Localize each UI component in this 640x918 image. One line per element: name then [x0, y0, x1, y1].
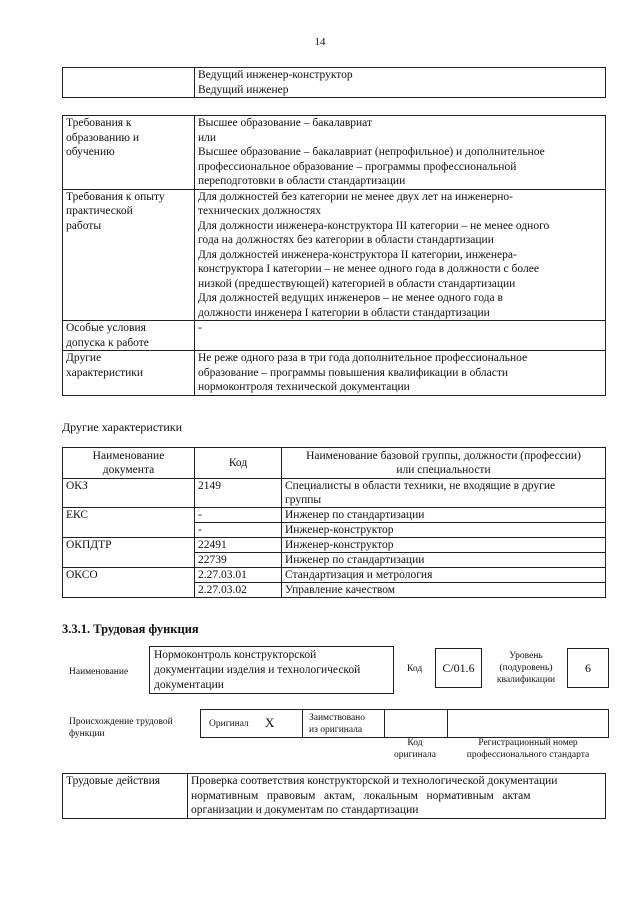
- code-cell: 22491: [195, 538, 282, 553]
- doc-cell: ОКЗ: [63, 479, 195, 508]
- job-title: Ведущий инженер: [198, 83, 289, 96]
- borrowed-label-line: из оригинала: [309, 725, 363, 735]
- function-name-line: документации: [154, 679, 224, 691]
- doc-cell: ОКПДТР: [63, 538, 195, 553]
- other-characteristics-title: Другие характеристики: [62, 420, 183, 434]
- label-line: Требования к опыту: [66, 190, 165, 203]
- value-line: или: [198, 131, 217, 144]
- label-line: допуска к работе: [66, 336, 149, 349]
- origin-label-line: функции: [69, 729, 105, 739]
- label-line: образованию и: [66, 131, 139, 144]
- value-line: конструктора I категории – не менее одного года в должности с более: [198, 263, 539, 275]
- name-cell: Стандартизация и метрология: [282, 568, 606, 583]
- code-cell: -: [195, 508, 282, 523]
- header-doc: [63, 448, 195, 479]
- value-line: Для должностей ведущих инженеров – не менее одного года в: [198, 292, 503, 304]
- other-characteristics-table: [62, 447, 606, 598]
- code-label: Код: [407, 664, 423, 674]
- code-cell: 22739: [195, 553, 282, 568]
- requirement-label: [63, 351, 195, 396]
- requirement-value: [195, 321, 606, 351]
- value-line: -: [198, 322, 202, 334]
- value-line: нормоконтроля технической документации: [198, 381, 410, 393]
- table-row: [63, 479, 606, 508]
- name-cell: Инженер-конструктор: [282, 538, 606, 553]
- label-line: работы: [66, 219, 102, 232]
- job-title: Ведущий инженер-конструктор: [198, 69, 353, 81]
- function-name-line: документации изделия и технологической: [154, 664, 361, 676]
- value-line: Для должностей инженера-конструктора II категории, инженера-: [198, 248, 517, 261]
- labor-actions-row: [63, 774, 606, 819]
- origin-box: [200, 709, 609, 738]
- label-line: обучению: [66, 146, 115, 158]
- level-label-line: (подуровень): [499, 663, 553, 673]
- code-cell: 2149: [195, 479, 282, 508]
- table-row: [63, 508, 606, 523]
- action-line: нормативным правовым актам, локальным нормативным актам: [191, 789, 531, 802]
- table-row: [63, 538, 606, 553]
- value-line: Для должностей без категории не менее двух лет на инженерно-: [198, 190, 514, 203]
- requirements-row-special-conditions: [63, 321, 606, 351]
- value-line: Для должности инженера-конструктора III категории – не менее одного: [198, 219, 550, 232]
- origin-divider: [302, 709, 303, 738]
- requirement-value: [195, 189, 606, 321]
- table-row: [63, 553, 606, 568]
- level-label-line: квалификации: [496, 675, 556, 685]
- name-cell: Инженер-конструктор: [282, 523, 606, 538]
- table-row: [63, 523, 606, 538]
- requirements-table: [62, 115, 606, 396]
- function-code-box: С/01.6: [435, 648, 482, 688]
- requirement-value: [195, 116, 606, 190]
- page-number: 14: [314, 36, 326, 48]
- doc-cell: ЕКС: [63, 508, 195, 523]
- label-line: характеристики: [66, 366, 144, 379]
- action-line: организации и документам по стандартизации: [191, 804, 419, 816]
- value-line: должности инженера I категории в области стандартизации: [198, 306, 490, 319]
- level-label: [486, 650, 566, 686]
- name-label: Наименование: [69, 667, 129, 677]
- function-name-line: Нормоконтроль конструкторской: [154, 649, 317, 661]
- name-line: Специалисты в области техники, не входящие в другие: [285, 480, 556, 492]
- requirement-label: [63, 116, 195, 190]
- labor-actions-table: [62, 773, 606, 819]
- doc-cell: [63, 553, 195, 568]
- level-value-box: 6: [567, 648, 609, 688]
- action-line: Проверка соответствия конструкторской и технологической документации: [191, 775, 558, 787]
- origin-label: [69, 716, 173, 740]
- name-cell: Управление качеством: [282, 583, 606, 598]
- label-line: Требования к: [66, 117, 132, 129]
- function-name-box: [149, 646, 394, 694]
- job-titles-label-cell: [63, 68, 195, 98]
- code-caption: [384, 737, 446, 761]
- labor-function-title: 3.3.1. Трудовая функция: [62, 622, 199, 636]
- label-line: Другие: [66, 352, 102, 364]
- value-line: переподготовки в области стандартизации: [198, 175, 406, 187]
- header-line: Наименование базовой группы, должности (профессии): [306, 450, 581, 462]
- level-label-line: Уровень: [509, 651, 543, 661]
- requirement-label: [63, 321, 195, 351]
- job-titles-table: [62, 67, 606, 98]
- doc-cell: ОКСО: [63, 568, 195, 583]
- value-line: образование – программы повышения квалификации в области: [198, 366, 509, 379]
- code-caption-line: Код: [407, 738, 423, 748]
- header-line: документа: [102, 464, 155, 476]
- value-line: профессиональное образование – программы профессиональной: [198, 160, 517, 173]
- borrowed-label-line: Заимствовано: [309, 713, 366, 723]
- name-line: группы: [285, 494, 322, 506]
- requirement-label: [63, 189, 195, 321]
- value-line: Высшее образование – бакалавриат: [198, 117, 372, 129]
- code-cell: 2.27.03.01: [195, 568, 282, 583]
- job-titles-cell: [195, 68, 606, 98]
- reg-caption-line: Регистрационный номер: [478, 738, 578, 748]
- name-cell: Инженер по стандартизации: [282, 553, 606, 568]
- value-line: технических должностях: [198, 205, 322, 217]
- reg-caption: [448, 737, 608, 761]
- value-line: Высшее образование – бакалавриат (непрофильное) и дополнительное: [198, 146, 545, 158]
- header-line: или специальности: [396, 464, 491, 476]
- value-line: низкой (предшествующей) категорией в области стандартизации: [198, 277, 516, 290]
- borrowed-label: [309, 712, 365, 736]
- value-line: Не реже одного раза в три года дополнительное профессиональное: [198, 352, 528, 364]
- header-name: [282, 448, 606, 479]
- code-caption-line: оригинала: [394, 750, 436, 760]
- code-cell: 2.27.03.02: [195, 583, 282, 598]
- table-header-row: [63, 448, 606, 479]
- requirements-row-experience: [63, 189, 606, 321]
- original-label: Оригинал: [209, 719, 249, 729]
- code-cell: -: [195, 523, 282, 538]
- doc-cell: [63, 523, 195, 538]
- original-mark: X: [265, 715, 275, 730]
- name-cell: Инженер по стандартизации: [282, 508, 606, 523]
- requirements-row-other: [63, 351, 606, 396]
- origin-divider: [384, 709, 385, 738]
- origin-divider: [447, 709, 448, 738]
- header-code: Код: [195, 448, 282, 479]
- value-line: года на должностях без категории в области стандартизации: [198, 234, 494, 246]
- label-line: Особые условия: [66, 322, 146, 334]
- requirements-row-education: [63, 116, 606, 190]
- name-cell: [282, 479, 606, 508]
- table-row: [63, 568, 606, 583]
- requirement-value: [195, 351, 606, 396]
- doc-cell: [63, 583, 195, 598]
- header-line: Наименование: [92, 450, 165, 462]
- table-row: [63, 583, 606, 598]
- label-line: практической: [66, 205, 133, 217]
- labor-actions-value: [188, 774, 606, 819]
- labor-actions-label: Трудовые действия: [63, 774, 188, 819]
- reg-caption-line: профессионального стандарта: [466, 750, 590, 760]
- origin-label-line: Происхождение трудовой: [69, 717, 173, 727]
